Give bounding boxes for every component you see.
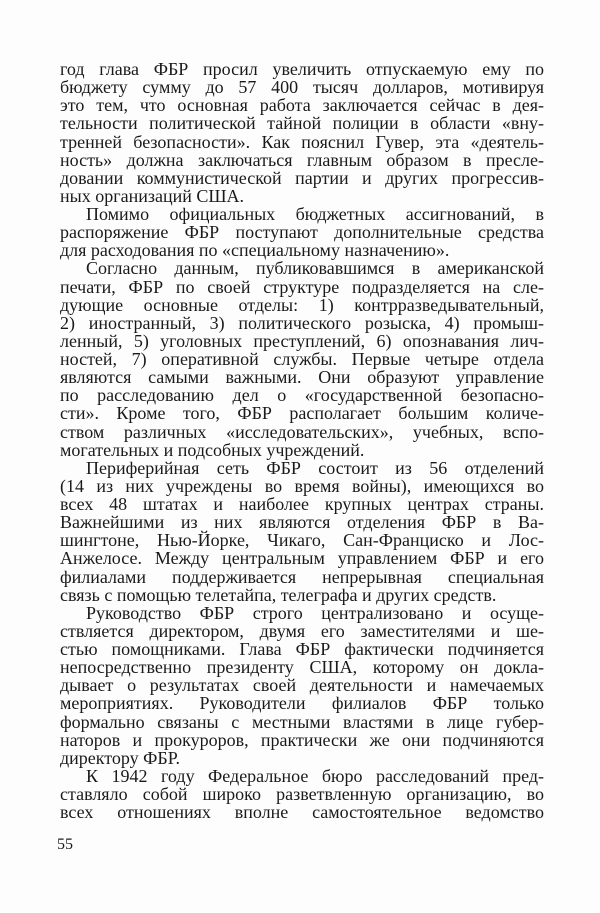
text-line: Руководство ФБР строго централизовано и осуще- xyxy=(86,602,544,623)
text-line: ных организаций США. xyxy=(60,185,245,206)
text-line: дывает о результатах своей деятельности и намечаемых xyxy=(60,675,544,696)
page-number: 55 xyxy=(57,836,73,853)
text-line: Периферийная сеть ФБР состоит из 56 отделений xyxy=(86,457,544,478)
text-line: непосредственно президенту США, которому он докла- xyxy=(60,657,544,678)
text-line: всех 48 штатах и наиболее крупных центрах страны. xyxy=(60,494,544,514)
text-line: ность» должна заключаться главным образом в пресле- xyxy=(60,149,544,170)
text-line: ствляется директором, двумя его заместителями и ше- xyxy=(60,620,544,641)
text-line: довании коммунистической партии и других прогрессив- xyxy=(60,167,544,188)
text-line: (14 из них учреждены во время войны), имеющихся во xyxy=(60,475,544,496)
text-line: К 1942 году Федеральное бюро расследований пред- xyxy=(86,765,544,786)
text-line: Важнейшими из них являются отделения ФБР в Ва- xyxy=(60,512,544,533)
paragraph xyxy=(60,604,544,767)
text-line: для расходования по «специальному назначению». xyxy=(60,240,450,261)
text-line: филиалами поддерживается непрерывная специальная xyxy=(60,566,544,587)
text-line: год глава ФБР просил увеличить отпускаемую ему по xyxy=(60,59,544,79)
text-line: по расследованию дел о «государственной безопасно- xyxy=(60,385,544,406)
text-line: Анжелосе. Между центральным управлением ФБР и его xyxy=(60,548,544,569)
text-line: могательных и подсобных учреждений. xyxy=(60,439,365,460)
text-line: ством различных «исследовательских», учебных, вспо- xyxy=(60,421,544,442)
text-line: тренней безопасности». Как пояснил Гувер, эта «деятель- xyxy=(60,131,544,152)
text-line: стью помощниками. Глава ФБР фактически подчиняется xyxy=(60,639,544,659)
text-line: бюджету сумму до 57 400 тысяч долларов, мотивируя xyxy=(60,77,544,98)
paragraph xyxy=(60,459,544,604)
paragraph xyxy=(60,259,544,458)
text-line: мероприятиях. Руководители филиалов ФБР только xyxy=(60,693,544,714)
text-line: всех отношениях вполне самостоятельное ведомство xyxy=(60,802,544,823)
text-line: ностей, 7) оперативной службы. Первые четыре отдела xyxy=(60,349,544,369)
body-text xyxy=(60,60,544,821)
text-line: это тем, что основная работа заключается сейчас в дея- xyxy=(60,95,544,116)
text-line: ставляло собой широко разветвленную организацию, во xyxy=(60,784,544,804)
paragraph xyxy=(60,60,544,205)
text-line: распоряжение ФБР поступают дополнительные средства xyxy=(60,222,544,243)
text-line: Помимо официальных бюджетных ассигнований, в xyxy=(86,204,544,224)
text-line: 2) иностранный, 3) политического розыска, 4) промыш- xyxy=(60,312,544,333)
text-line: директору ФБР. xyxy=(60,747,180,768)
text-line: Согласно данным, публиковавшимся в американской xyxy=(86,258,544,279)
paragraph xyxy=(60,767,544,821)
text-line: печати, ФБР по своей структуре подразделяется на сле- xyxy=(60,276,544,297)
text-line: тельности политической тайной полиции в области «вну- xyxy=(60,113,544,134)
text-line: являются самыми важными. Они образуют управление xyxy=(60,367,544,388)
text-line: формально связаны с местными властями в лице губер- xyxy=(60,711,544,732)
text-line: дующие основные отделы: 1) контрразведывательный, xyxy=(60,294,544,315)
text-line: сти». Кроме того, ФБР располагает большим количе- xyxy=(60,403,544,424)
text-line: ленный, 5) уголовных преступлений, 6) опознавания лич- xyxy=(60,330,544,351)
text-line: связь с помощью телетайпа, телеграфа и других средств. xyxy=(60,584,497,605)
text-line: шингтоне, Нью-Йорке, Чикаго, Сан-Франциско и Лос- xyxy=(60,530,544,551)
text-line: наторов и прокуроров, практически же они подчиняются xyxy=(60,729,544,750)
paragraph xyxy=(60,205,544,259)
